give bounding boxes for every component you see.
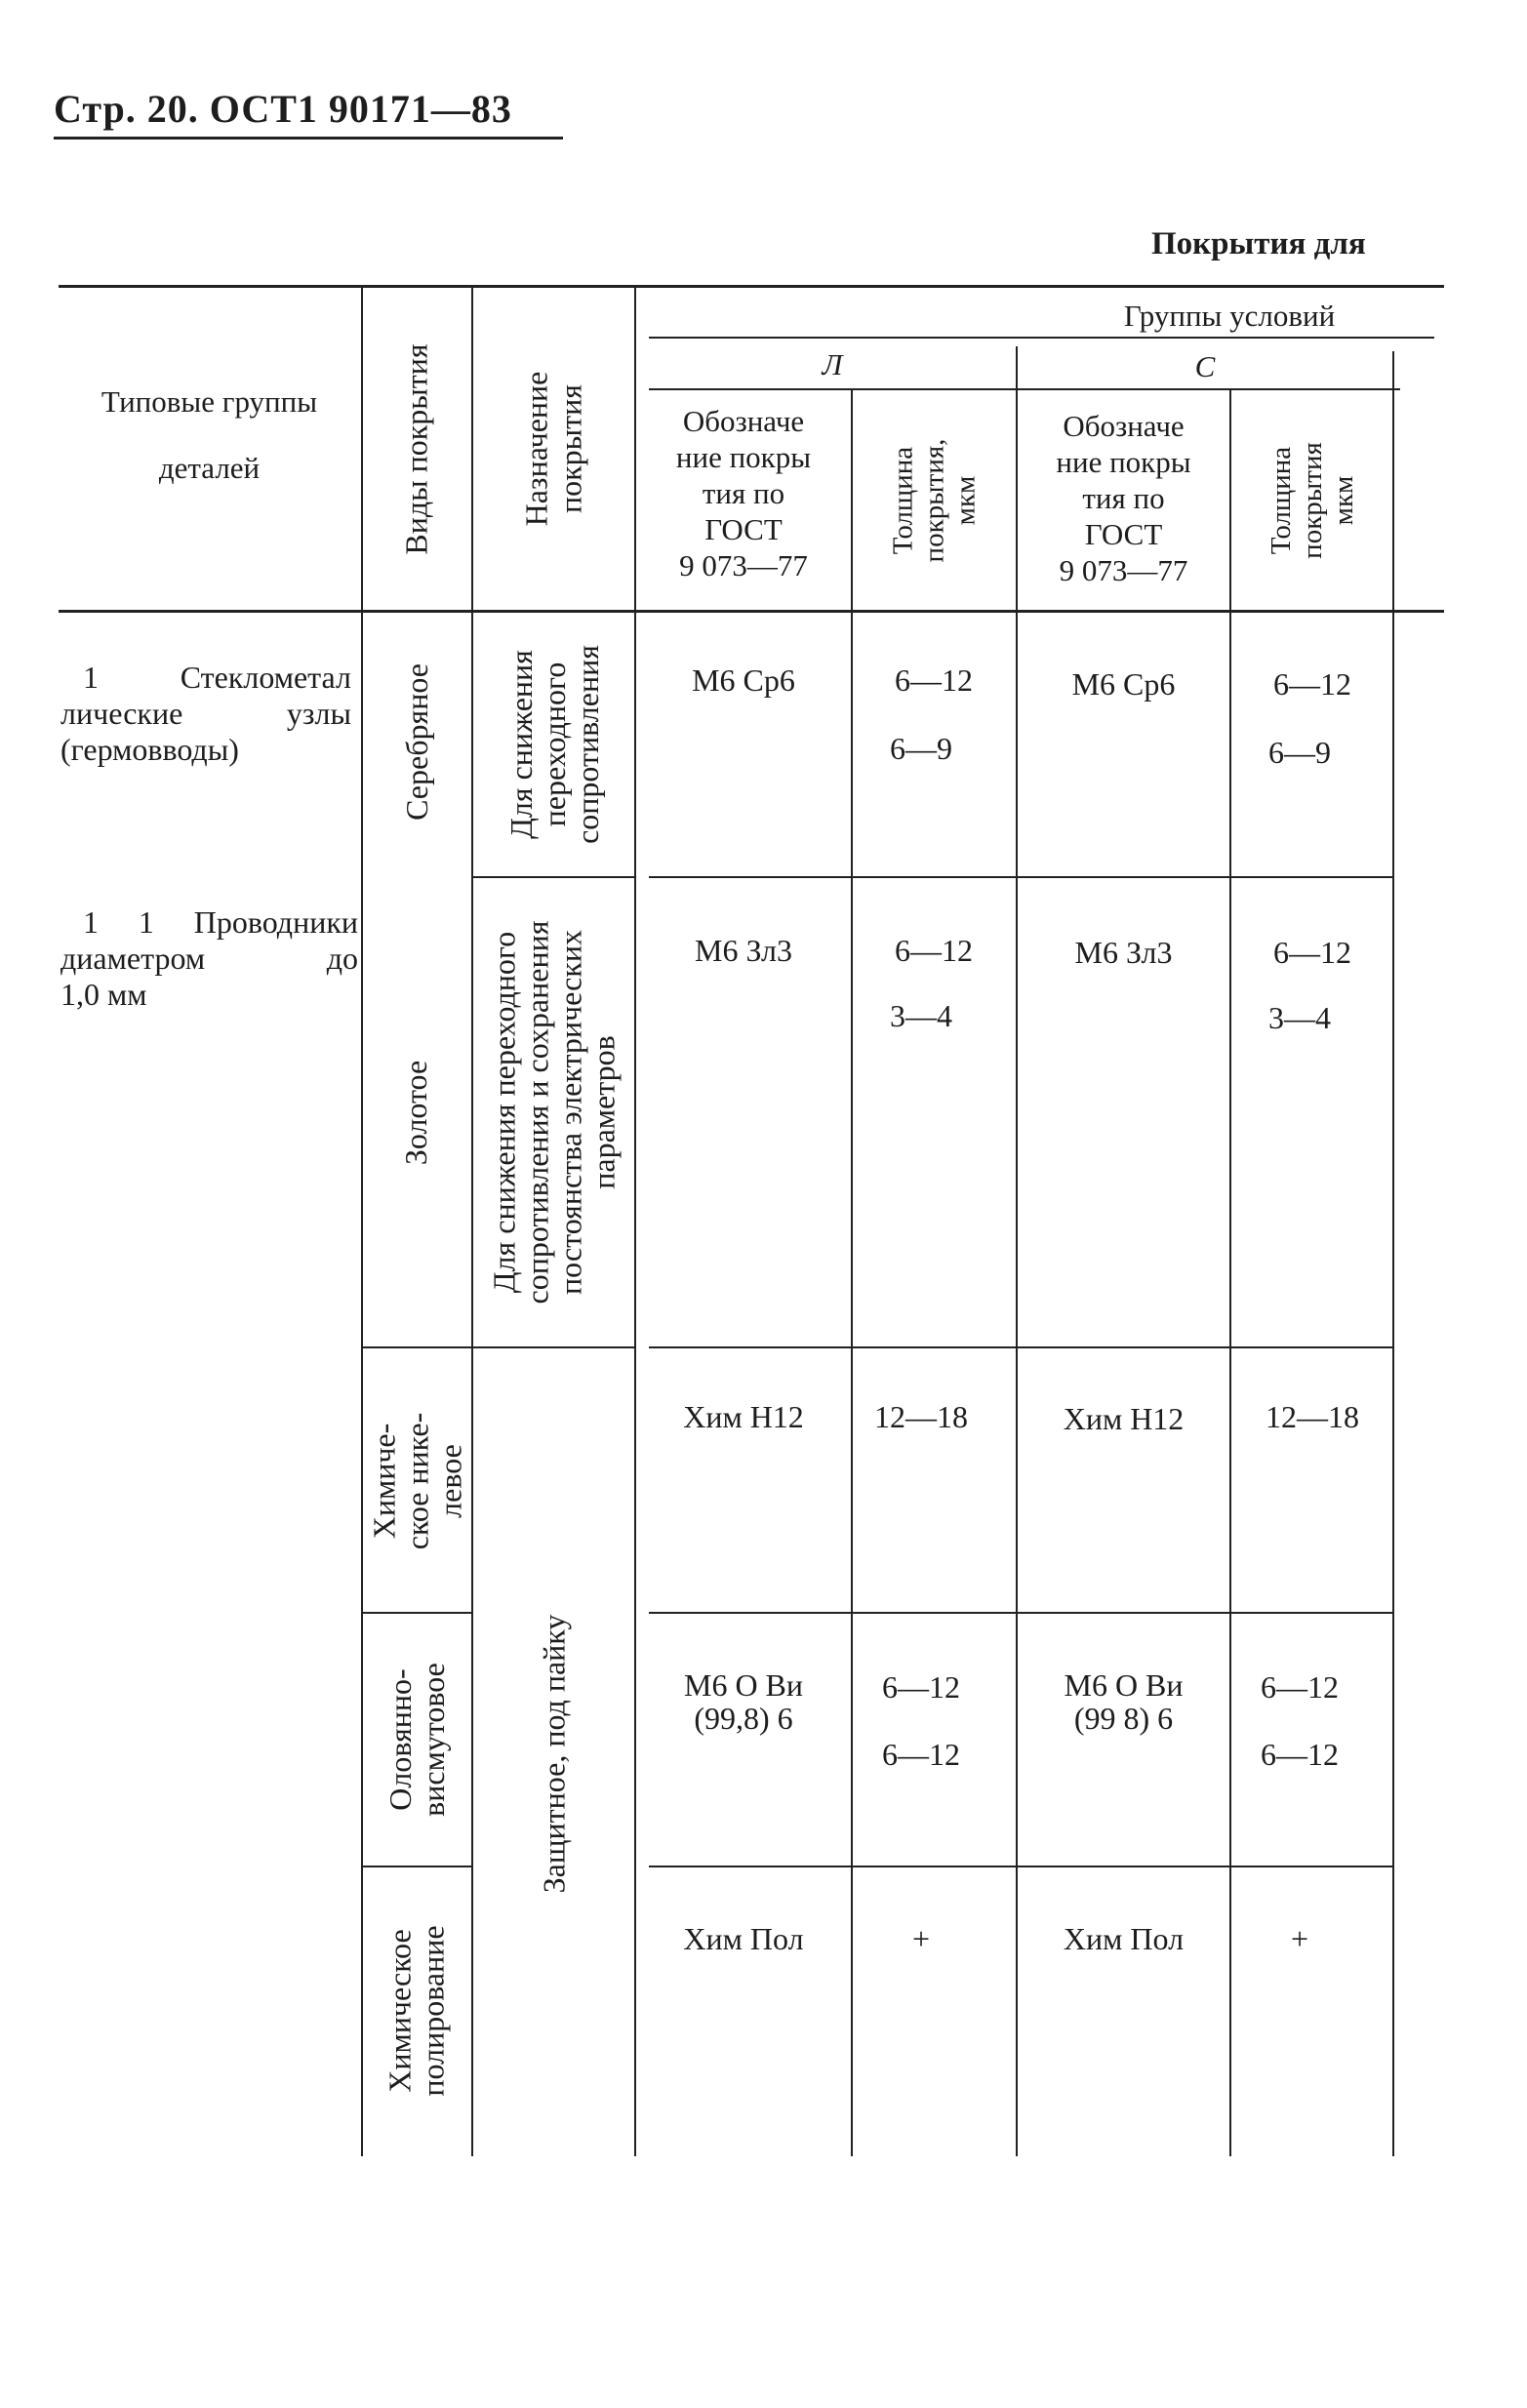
row-1-C-thickness-2: 6—9 [1268,735,1331,770]
row-3-C-designation: Хим Н12 [1063,1401,1185,1436]
row-5-C-designation: Хим Пол [1063,1921,1185,1956]
group-1-line-2: лические узлы [60,696,351,731]
row-5-kind [363,1871,470,2149]
header-kind [363,293,470,605]
header-C-thickness-text: Толщина покрытия мкм [1265,441,1359,559]
row-2-C-thickness-1: 6—12 [1273,935,1351,970]
table-top-rule [59,285,1444,288]
row-2-L-designation: М6 Зл3 [694,933,793,968]
header-conditions: Группы условий [1123,299,1336,333]
row-5-C-thickness: + [1290,1921,1309,1956]
row-4-L-designation: М6 О Ви (99,8) 6 [683,1667,804,1736]
row-2-kind [363,883,470,1342]
col-rule-6 [1229,390,1231,2156]
header-purpose [473,293,634,605]
row-4-C-thickness-2: 6—12 [1261,1737,1339,1772]
row-4-C-designation: М6 О Ви (99 8) 6 [1064,1667,1184,1736]
header-L: Л [822,347,843,381]
row-2-C-designation: М6 Зл3 [1074,935,1173,970]
row-1-L-thickness-2: 6—9 [890,731,952,766]
row-1-kind [363,624,470,859]
header-C: С [1194,349,1216,383]
header-purpose-text: Назначение покрытия [518,371,588,527]
header-underline [54,137,563,140]
row-2-C-thickness-2: 3—4 [1268,1000,1331,1035]
group-2-line-2: диаметром до [60,941,358,976]
row-sep-3-data [649,1612,1392,1614]
row-2-purpose-text: Для снижения переходного сопротивления и сохранения постоянства электрических параметров [486,920,622,1304]
row-3-C-thickness: 12—18 [1266,1399,1359,1434]
row-1-L-designation: М6 Ср6 [692,662,795,698]
row-sep-2-data [649,1346,1392,1348]
header-L-thickness-text: Толщина покрытия, мкм [887,438,981,562]
row-sep-1-data [649,876,1392,878]
header-L-designation: Обозначе ние покры тия по ГОСТ 9 073—77 [675,404,812,582]
lc-rule [649,388,1400,390]
row-1-purpose [473,615,634,874]
header-kind-text: Виды покрытия [398,342,434,555]
row-5-L-thickness: + [911,1921,931,1956]
row-2-purpose [473,878,634,1346]
header-group: Типовые группы деталей [100,384,318,485]
group-2-line-1: 1 1 Проводники [83,904,358,940]
header-C-designation: Обозначе ние покры тия по ГОСТ 9 073—77 [1056,409,1191,587]
row-4-C-thickness-1: 6—12 [1261,1669,1339,1705]
row-4-kind-text: Оловянно- висмутовое [382,1663,452,1817]
row-1-kind-text: Серебряное [398,662,434,821]
row-5-L-designation: Хим Пол [683,1921,804,1956]
row-2-L-thickness-1: 6—12 [895,933,973,968]
row-4-L-thickness-2: 6—12 [882,1737,960,1772]
header-bottom-rule [59,610,1444,613]
col-rule-5 [1016,346,1018,2156]
table-caption: Покрытия для [1151,226,1366,261]
row-4-L-thickness-1: 6—12 [882,1669,960,1705]
row-1-L-thickness-1: 6—12 [895,662,973,698]
purpose-protective-text: Защитное, под пайку [536,1614,572,1894]
purpose-protective [473,1356,634,2151]
group-2-line-3: 1,0 мм [60,977,147,1012]
row-4-kind [363,1618,470,1862]
col-rule-4 [851,390,853,2156]
row-sep-4-kind [363,1866,471,1867]
row-2-kind-text: Золотое [398,1060,434,1165]
conditions-rule [649,337,1434,339]
group-1-line-3: (гермовводы) [60,732,239,767]
col-rule-7 [1392,351,1394,2156]
row-sep-3-kind [363,1612,471,1614]
group-1-line-1: 1 Стеклометал [83,660,351,695]
row-3-kind [363,1351,470,1610]
row-3-L-designation: Хим Н12 [683,1399,804,1434]
row-sep-4-data [649,1866,1392,1867]
row-1-C-thickness-1: 6—12 [1273,666,1351,702]
row-5-kind-text: Химическое полирование [382,1924,452,2097]
row-1-purpose-text: Для снижения переходного сопротивления [502,645,605,844]
row-1-C-designation: М6 Ср6 [1071,666,1176,702]
header-C-thickness [1231,395,1392,605]
row-3-L-thickness: 12—18 [874,1399,968,1434]
page-header: Стр. 20. ОСТ1 90171—83 [54,87,512,131]
row-sep-2-kind [363,1346,634,1348]
row-2-L-thickness-2: 3—4 [890,998,952,1033]
header-L-thickness [853,395,1015,605]
row-3-kind-text: Химиче- ское нике- левое [366,1412,468,1549]
